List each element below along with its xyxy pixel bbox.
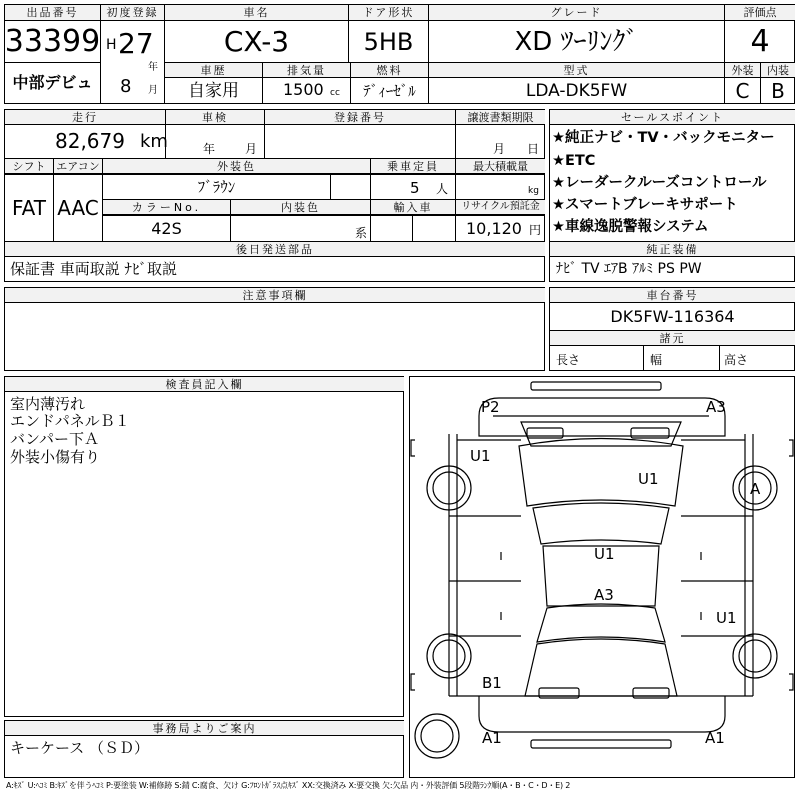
year-unit: 年: [148, 62, 158, 73]
color: ﾌﾞﾗｳﾝ: [197, 177, 236, 196]
type-code: LDA-DK5FW: [525, 80, 628, 101]
inspection-label: 車検: [166, 110, 264, 125]
shift-label: シフト: [5, 159, 53, 174]
later-parts-label: 後日発送部品: [5, 242, 545, 257]
mileage: 82,679: [55, 129, 125, 153]
sales-points-label: セールスポイント: [550, 110, 795, 125]
spec-label: 諸元: [550, 331, 795, 346]
int-score: B: [771, 79, 785, 103]
int-label: 内装: [761, 63, 795, 78]
shift: FAT: [11, 196, 46, 220]
type-label: 型式: [429, 63, 724, 78]
model-name: CX-3: [223, 25, 290, 58]
interior-unit: 系: [355, 226, 368, 240]
reg-month: 8: [120, 76, 132, 97]
load-label: 最大積載量: [456, 159, 545, 174]
inspector-line-2: エンドパネルＢ１: [10, 412, 130, 430]
notes-label: 注意事項欄: [5, 288, 545, 303]
load-unit: kg: [528, 186, 539, 196]
inspection-year-unit: 年: [203, 142, 216, 156]
mark-front-left-fender: U1: [470, 447, 491, 465]
color-label: 外装色: [103, 159, 370, 174]
grade-label: グレード: [429, 5, 724, 21]
transfer-label: 譲渡書類期限: [456, 110, 545, 125]
inspector-line-1: 室内薄汚れ: [10, 395, 86, 413]
recycle: 10,120: [466, 219, 522, 238]
sales-point-3: ★レーダークルーズコントロール: [552, 175, 767, 191]
mark-rear-right-door: U1: [716, 609, 737, 627]
recycle-label: リサイクル預託金: [456, 200, 545, 215]
door-type: 5HB: [363, 28, 414, 56]
era: H: [106, 37, 117, 53]
sales-point-4: ★スマートブレーキサポート: [552, 197, 738, 213]
color-no: 42S: [151, 218, 182, 238]
mark-rear-right-corner: A1: [705, 729, 725, 747]
width-label: 幅: [650, 353, 663, 367]
grade: XD ﾂｰﾘﾝｸﾞ: [514, 27, 639, 57]
import-label: 輸入車: [371, 200, 455, 215]
door-label: ドア形状: [349, 5, 428, 21]
mark-hood: U1: [638, 470, 659, 488]
mark-rear-left-fender: B1: [482, 674, 502, 692]
mileage-unit: km: [140, 131, 168, 152]
fuel-label: 燃料: [351, 63, 428, 78]
transfer-day-unit: 日: [527, 142, 540, 156]
sales-point-2: ★ETC: [552, 153, 596, 169]
car-diagram: [409, 376, 795, 778]
ac: AAC: [57, 196, 99, 220]
mark-front-right-corner: A3: [706, 398, 726, 416]
sales-point-1: ★純正ナビ・TV・バックモニター: [552, 130, 775, 146]
interior-color-label: 内装色: [231, 200, 370, 215]
office-label: 事務局よりご案内: [5, 721, 404, 736]
model-label: 車名: [165, 5, 348, 21]
plate-label: 登録番号: [265, 110, 455, 125]
legend-text: A:ｷｽﾞ U:ﾍｺﾐ B:ｷｽﾞを伴うﾍｺﾐ P:要塗装 W:補修跡 S:錆 C:腐食、欠け G:ﾌﾛﾝﾄｶﾞﾗｽ点ｷｽﾞ XX:交換済み X:要交換 欠:欠品 内・外装評価 5段階ﾗﾝｸ順(A・B・C・D・E) 2: [6, 781, 571, 790]
displacement-unit: cc: [330, 88, 340, 98]
mark-rear-left-corner: A1: [482, 729, 502, 747]
inspector-line-4: 外装小傷有り: [10, 448, 101, 466]
height-label: 高さ: [724, 353, 749, 367]
mileage-label: 走行: [5, 110, 165, 125]
recycle-unit: 円: [529, 223, 542, 237]
length-label: 長さ: [556, 353, 581, 367]
mark-roof: U1: [594, 545, 615, 563]
mark-front-left-corner: P2: [481, 398, 500, 416]
reg-year: 27: [118, 27, 154, 60]
later-parts: 保証書 車両取説 ﾅﾋﾞ取説: [10, 260, 178, 278]
chassis-number: DK5FW-116364: [610, 307, 735, 326]
capacity-label: 乗車定員: [371, 159, 455, 174]
capacity-unit: 人: [436, 182, 449, 196]
color-no-label: カラーNo.: [103, 200, 230, 215]
equipment: ﾅﾋﾞ TV ｴｱB ｱﾙﾐ PS PW: [556, 261, 702, 277]
history: 自家用: [188, 80, 239, 101]
history-label: 車歴: [165, 63, 262, 78]
equipment-label: 純正装備: [550, 242, 795, 257]
sales-point-5: ★車線逸脱警報システム: [552, 219, 709, 235]
displacement: 1500: [283, 80, 324, 99]
displacement-label: 排気量: [263, 63, 350, 78]
ac-label: エアコン: [54, 159, 102, 174]
lot-number: 33399: [4, 24, 101, 59]
mark-front-right-wheel: A: [750, 480, 761, 498]
fuel: ﾃﾞｨｰｾﾞﾙ: [363, 81, 416, 100]
score-label: 評価点: [725, 5, 795, 21]
first-reg-label: 初度登録: [101, 5, 164, 21]
ext-label: 外装: [725, 63, 760, 78]
transfer-month-unit: 月: [493, 142, 506, 156]
office-text: キーケース （ＳＤ）: [10, 739, 150, 757]
venue: 中部デビュ: [12, 73, 93, 92]
ext-score: C: [735, 79, 750, 103]
month-unit: 月: [148, 85, 158, 96]
inspector-label: 検査員記入欄: [5, 377, 404, 392]
overall-score: 4: [750, 24, 770, 59]
chassis-label: 車台番号: [550, 288, 795, 303]
lot-label: 出品番号: [5, 5, 100, 21]
capacity: 5: [410, 179, 420, 197]
inspection-month-unit: 月: [245, 142, 258, 156]
inspector-line-3: バンパー下Ａ: [10, 430, 99, 448]
mark-rear-roof: A3: [594, 586, 614, 604]
